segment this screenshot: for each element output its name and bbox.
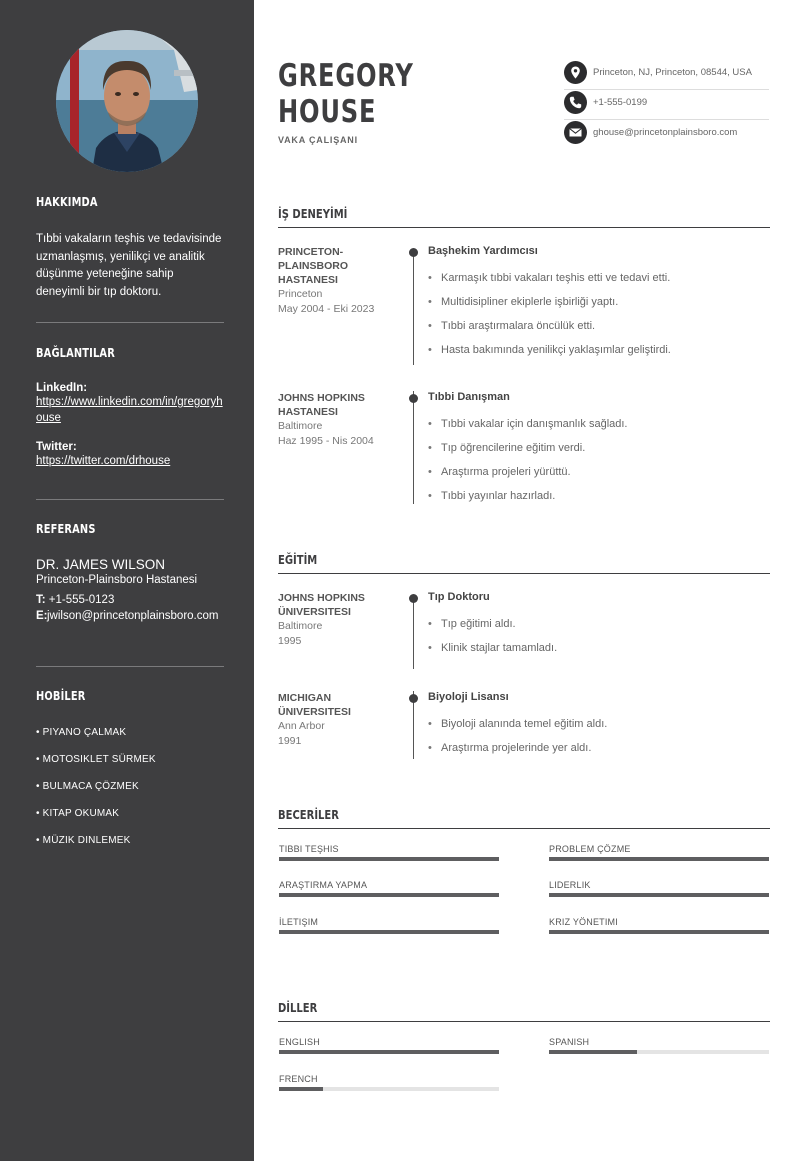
skill-bar xyxy=(549,857,769,861)
timeline-dot xyxy=(409,248,418,257)
skill-bar xyxy=(279,893,499,897)
bullet-item: • Tıbbi yayınlar hazırladı. xyxy=(428,489,768,513)
about-title: HAKKIMDA xyxy=(36,195,98,209)
email-text: ghouse@princetonplainsboro.com xyxy=(593,127,738,138)
hobby-item: • MÜZIK DINLEMEK xyxy=(36,835,131,846)
first-name: GREGORY xyxy=(278,58,414,94)
reference-org: Princeton-Plainsboro Hastanesi xyxy=(36,574,198,586)
skill-item xyxy=(549,917,769,934)
skill-bar-fill xyxy=(279,857,499,861)
reference-phone: +1-555-0123 xyxy=(48,594,115,606)
link-twitter xyxy=(36,441,224,469)
contact-address xyxy=(564,60,769,90)
bullet-item: • Multidisipliner ekiplerle işbirliği yaptı. xyxy=(428,295,768,319)
bullet-item: • Hasta bakımında yenilikçi yaklaşımlar geliştirdi. xyxy=(428,343,768,367)
experience-entry xyxy=(278,391,770,506)
timeline-line xyxy=(413,391,414,504)
reference-name: DR. JAMES WILSON xyxy=(36,557,166,572)
hobby-item: • BULMACA ÇÖZMEK xyxy=(36,781,139,792)
org-dates: 1995 xyxy=(278,635,302,647)
candidate-name xyxy=(278,58,414,130)
about-text: Tıbbi vakaların teşhis ve tedavisinde uzmanlaşmış, yenilikçi ve analitik düşünme yeteneğine sahip deneyimli bir tıp doktoru. xyxy=(36,233,222,298)
org-dates: May 2004 - Eki 2023 xyxy=(278,303,375,315)
entry-role: Tıbbi Danışman xyxy=(428,391,510,403)
bullet-item: • Biyoloji alanında temel eğitim aldı. xyxy=(428,717,768,741)
language-bar-fill xyxy=(279,1050,499,1054)
skill-name: TIBBI TEŞHIS xyxy=(279,844,339,854)
bullet-item: • Araştırma projelerinde yer aldı. xyxy=(428,741,768,765)
last-name: HOUSE xyxy=(278,94,377,130)
entry-role: Tıp Doktoru xyxy=(428,591,490,603)
entry-role: Başhekim Yardımcısı xyxy=(428,245,538,257)
skill-name: LIDERLIK xyxy=(549,880,591,890)
language-bar xyxy=(279,1050,499,1054)
entry-bullets xyxy=(428,717,768,765)
hobby-item: • MOTOSIKLET SÜRMEK xyxy=(36,754,156,765)
skill-bar xyxy=(279,857,499,861)
language-item xyxy=(279,1074,499,1091)
skill-item xyxy=(279,917,499,934)
job-title: VAKA ÇALIŞANI xyxy=(278,135,358,145)
org-dates: 1991 xyxy=(278,735,302,747)
skill-bar-fill xyxy=(549,930,769,934)
sidebar xyxy=(0,0,254,1161)
entry-bullets xyxy=(428,417,768,513)
timeline-dot xyxy=(409,694,418,703)
skill-bar xyxy=(549,893,769,897)
entry-organization xyxy=(278,245,398,317)
phone-icon xyxy=(564,91,587,114)
skill-name: PROBLEM ÇÖZME xyxy=(549,844,631,854)
contact-block xyxy=(564,60,769,149)
skill-bar-fill xyxy=(279,930,499,934)
hobby-item: • KITAP OKUMAK xyxy=(36,808,120,819)
bullet-item: • Tıbbi araştırmalara öncülük etti. xyxy=(428,319,768,343)
skill-item xyxy=(549,844,769,861)
skill-item xyxy=(279,844,499,861)
org-location: Baltimore xyxy=(278,420,323,432)
org-dates: Haz 1995 - Nis 2004 xyxy=(278,435,374,447)
experience-entry xyxy=(278,245,770,365)
skills-title: BECERİLER xyxy=(278,807,339,822)
education-entry xyxy=(278,591,770,671)
divider xyxy=(36,322,224,323)
languages-title: DİLLER xyxy=(278,1000,318,1015)
linkedin-link[interactable]: https://www.linkedin.com/in/gregoryhouse xyxy=(36,396,223,424)
language-name: ENGLISH xyxy=(279,1037,320,1047)
profile-photo xyxy=(56,30,198,172)
language-bar xyxy=(279,1087,499,1091)
skill-name: KRIZ YÖNETIMI xyxy=(549,917,618,927)
divider xyxy=(36,666,224,667)
skill-item xyxy=(549,880,769,897)
org-name: PRINCETON-PLAINSBORO HASTANESI xyxy=(278,246,349,286)
org-name: JOHNS HOPKINS HASTANESI xyxy=(278,392,365,418)
links-title: BAĞLANTILAR xyxy=(36,346,115,360)
reference-section xyxy=(36,522,224,624)
avatar xyxy=(56,30,198,172)
reference-email-row xyxy=(36,608,224,624)
link-label: LinkedIn: xyxy=(36,382,88,394)
timeline-line xyxy=(413,253,414,365)
language-item xyxy=(549,1037,769,1054)
link-linkedin xyxy=(36,382,224,426)
bullet-item: • Araştırma projeleri yürüttü. xyxy=(428,465,768,489)
hobbies-section xyxy=(36,689,224,862)
skill-bar-fill xyxy=(549,857,769,861)
reference-phone-row xyxy=(36,592,224,608)
language-name: SPANISH xyxy=(549,1037,590,1047)
experience-section-title xyxy=(278,205,770,228)
about-section xyxy=(36,195,224,301)
language-bar-fill xyxy=(549,1050,637,1054)
email-label: E: xyxy=(36,610,48,622)
entry-organization xyxy=(278,691,398,749)
twitter-link[interactable]: https://twitter.com/drhouse xyxy=(36,455,171,467)
org-name: JOHNS HOPKINS ÜNIVERSITESI xyxy=(278,592,365,618)
phone-text: +1-555-0199 xyxy=(593,97,648,108)
skill-bar xyxy=(279,930,499,934)
location-pin-icon xyxy=(564,61,587,84)
experience-title: İŞ DENEYİMİ xyxy=(278,206,348,221)
education-entry xyxy=(278,691,770,761)
entry-bullets xyxy=(428,617,768,665)
timeline-dot xyxy=(409,394,418,403)
language-bar xyxy=(549,1050,769,1054)
reference-email: jwilson@princetonplainsboro.com xyxy=(47,610,219,622)
skill-bar-fill xyxy=(279,893,499,897)
bullet-item: • Klinik stajlar tamamladı. xyxy=(428,641,768,665)
reference-title: REFERANS xyxy=(36,522,96,536)
links-section xyxy=(36,346,224,469)
contact-phone xyxy=(564,90,769,120)
bullet-item: • Karmaşık tıbbi vakaları teşhis etti ve tedavi etti. xyxy=(428,271,768,295)
skill-name: ARAŞTIRMA YAPMA xyxy=(279,880,368,890)
bullet-item: • Tıp eğitimi aldı. xyxy=(428,617,768,641)
envelope-icon xyxy=(564,121,587,144)
contact-email xyxy=(564,120,769,149)
phone-label: T: xyxy=(36,594,46,606)
bullet-item: • Tıbbi vakalar için danışmanlık sağladı. xyxy=(428,417,768,441)
entry-role: Biyoloji Lisansı xyxy=(428,691,509,703)
education-section-title xyxy=(278,551,770,574)
org-name: MICHIGAN ÜNIVERSITESI xyxy=(278,692,351,718)
org-location: Ann Arbor xyxy=(278,720,325,732)
education-title: EĞİTİM xyxy=(278,552,318,567)
org-location: Baltimore xyxy=(278,620,323,632)
skills-section-title xyxy=(278,806,770,829)
hobby-item: • PIYANO ÇALMAK xyxy=(36,727,127,738)
org-location: Princeton xyxy=(278,288,323,300)
divider xyxy=(36,499,224,500)
link-label: Twitter: xyxy=(36,441,77,453)
language-bar-fill xyxy=(279,1087,323,1091)
skill-name: İLETIŞIM xyxy=(279,917,319,927)
language-name: FRENCH xyxy=(279,1074,318,1084)
skill-bar-fill xyxy=(549,893,769,897)
address-text: Princeton, NJ, Princeton, 08544, USA xyxy=(593,67,752,78)
timeline-dot xyxy=(409,594,418,603)
hobbies-list xyxy=(36,727,224,862)
hobbies-title: HOBİLER xyxy=(36,689,86,703)
entry-organization xyxy=(278,391,398,449)
skill-bar xyxy=(549,930,769,934)
timeline-line xyxy=(413,599,414,669)
skill-item xyxy=(279,880,499,897)
entry-organization xyxy=(278,591,398,649)
entry-bullets xyxy=(428,271,768,367)
language-item xyxy=(279,1037,499,1054)
bullet-item: • Tıp öğrencilerine eğitim verdi. xyxy=(428,441,768,465)
languages-section-title xyxy=(278,999,770,1022)
